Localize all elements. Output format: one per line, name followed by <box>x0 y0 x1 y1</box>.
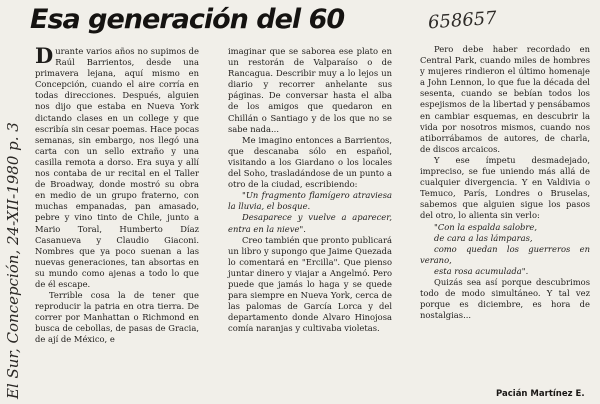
verse-line: de cara a las lámparas, <box>434 232 533 243</box>
article-paragraph: Creo también que pronto publicará un libro y supongo que Jaime Quezada lo comentará en "Ercilla". Que pienso juntar dinero y viajar a Angelmó. Pero puede que jamás lo haga y se quede para siempre en Nueva York, cerca de las palomas de García Lorca y del departamento donde Alvaro Hinojosa comía naranjas y cultivaba violetas. <box>228 234 392 334</box>
archive-number: 658657 <box>427 7 498 34</box>
article-column-2 <box>228 46 392 334</box>
verse-line: "Un fragmento flamígero atraviesa la lluvia, el bosque. <box>228 190 392 212</box>
article-paragraph: Y ese ímpetu desmadejado, impreciso, se fue uniendo más allá de cualquier divergencia. Y en Valdivia o Temuco, París, Londres o Bruselas, sabemos que alguien sigue los pasos del otro, lo alienta sin verlo: <box>420 154 590 221</box>
article-paragraph: Quizás sea así porque descubrimos todo de modo simultáneo. Y tal vez porque es diciembre, es hora de nostalgias... <box>420 276 590 321</box>
verse-line: "Con la espalda salobre, <box>434 221 537 232</box>
article-paragraph: Me imagino entonces a Barrientos, que descanaba sólo en español, visitando a los Giardano o los locales del Soho, trasladándose de un punto a otro de la ciudad, escribiendo: <box>228 134 392 190</box>
article-column-3 <box>420 44 590 321</box>
verse-line: esta rosa acumulada". <box>434 265 529 276</box>
article-paragraph: Durante varios años no supimos de Raúl Barrientos, desde una primavera lejana, aquí mismo en Concepción, cuando el aire corría en todas direcciones. Después, alguien nos dijo que estaba en Nueva York dictando clases en un college y que escribía sin cesar poemas. Hace pocas semanas, sin embargo, nos llegó una carta con un sello extraño y una casilla remota a dorso. Era suya y allí nos contaba de ur recital en el Taller de Broadway, donde mostró su obra en medio de un grupo fraterno, con muchas empanadas, pan amasado, pebre y vino tinto de Chile, junto a Mario Toral, Humberto Díaz Casanueva y Claudio Giaconi. Nombres que ya poco suenan a las nuevas generaciones, tan absortas en su mundo como ajenas a todo lo que de él escape. <box>35 43 199 289</box>
verse-line: Desaparece y vuelve a aparecer, entra en la nieve". <box>228 212 392 234</box>
verse-line: como quedan los guerreros en verano, <box>420 243 590 265</box>
article-paragraph: Terrible cosa la de tener que reproducir la patria en otra tierra. De correr por Manhattan o Richmond en busca de cebollas, de pasas de Gracia, de ají de México, e <box>35 290 199 345</box>
article-paragraph: Pero debe haber recordado en Central Park, cuando miles de hombres y mujeres rindieron el último homenaje a John Lennon, lo que fue la década del sesenta, cuando se bebían todos los espejismos de la libertad y pensábamos en cambiar esquemas, en descubrir la vida por nosotros mismos, cuando nos atiborrábamos de autores, de charla, de discos arcaicos. <box>420 44 590 154</box>
article-column-1 <box>35 43 199 346</box>
article-paragraph: imaginar que se saborea ese plato en un restorán de Valparaíso o de Rancagua. Describir muy a lo lejos un diario y recorrer anhelante sus páginas. De conversar hasta el alba de los amigos que quedaron en Chillán o Santiago y de los que no se sabe nada... <box>228 46 392 134</box>
article-headline: Esa generación del 60 <box>30 4 345 35</box>
drop-cap: D <box>35 43 54 68</box>
author-signature: Pacián Martínez E. <box>496 389 585 399</box>
handwritten-margin-note: El Sur, Concepción, 24-XII-1980 p. 3 <box>4 122 22 399</box>
